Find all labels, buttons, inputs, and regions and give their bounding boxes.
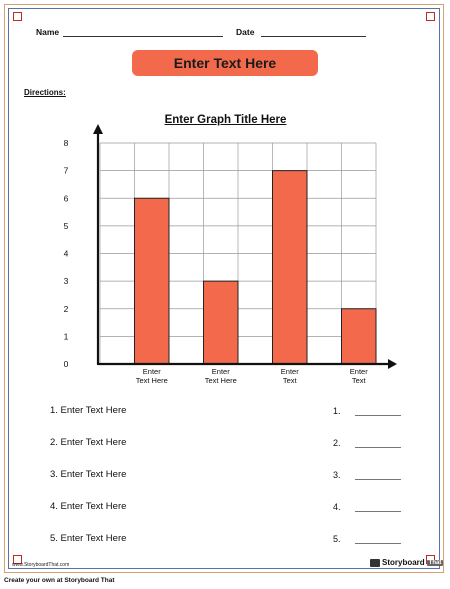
- answer-line[interactable]: [355, 479, 401, 480]
- date-label: Date: [236, 27, 255, 37]
- question-text[interactable]: 4. Enter Text Here: [50, 501, 127, 512]
- y-tick-label: 0: [63, 359, 69, 369]
- question-text[interactable]: 5. Enter Text Here: [50, 533, 127, 544]
- x-tick-label: Text Here: [204, 376, 237, 385]
- site-url: www.StoryboardThat.com: [12, 562, 70, 568]
- chart-bar: [135, 198, 170, 364]
- y-tick-label: 5: [63, 220, 69, 231]
- storyboard-logo: [370, 558, 443, 567]
- question-text[interactable]: 1. Enter Text Here: [50, 405, 127, 416]
- x-tick-label: Enter: [349, 367, 368, 376]
- answer-line[interactable]: [355, 415, 401, 416]
- answer-number: 3.: [333, 470, 341, 480]
- y-tick-label: 2: [63, 303, 69, 314]
- answer-line[interactable]: [355, 447, 401, 448]
- worksheet-title[interactable]: Enter Text Here: [132, 50, 318, 76]
- answer-line[interactable]: [355, 511, 401, 512]
- x-tick-label: Enter: [142, 367, 161, 376]
- footer-text: Create your own at Storyboard That: [4, 577, 115, 584]
- logo-text: Storyboard: [382, 558, 425, 567]
- x-tick-label: Text: [351, 376, 366, 385]
- answer-number: 4.: [333, 502, 341, 512]
- x-tick-label: Enter: [211, 367, 230, 376]
- y-axis-arrow: [93, 124, 103, 134]
- y-tick-label: 8: [63, 138, 69, 148]
- answer-number: 2.: [333, 438, 341, 448]
- x-tick-label: Enter: [280, 367, 299, 376]
- chart-bar: [273, 171, 308, 364]
- directions-label: Directions:: [24, 88, 66, 97]
- x-tick-label: Text: [282, 376, 297, 385]
- answer-number: 5.: [333, 534, 341, 544]
- y-tick-label: 3: [63, 276, 69, 287]
- logo-badge: That: [428, 559, 442, 566]
- name-label: Name: [36, 27, 60, 37]
- question-text[interactable]: 2. Enter Text Here: [50, 437, 127, 448]
- graph-title[interactable]: Enter Graph Title Here: [164, 114, 287, 126]
- x-axis-arrow: [388, 359, 397, 369]
- chart-bar: [342, 309, 377, 364]
- y-tick-label: 1: [63, 331, 69, 342]
- answer-number: 1.: [333, 406, 341, 416]
- y-tick-label: 6: [63, 193, 69, 204]
- answer-line[interactable]: [355, 543, 401, 544]
- y-tick-label: 7: [63, 165, 69, 176]
- question-text[interactable]: 3. Enter Text Here: [50, 469, 127, 480]
- x-tick-label: Text Here: [135, 376, 168, 385]
- storyboard-logo-icon: [370, 559, 380, 567]
- y-tick-label: 4: [63, 248, 69, 259]
- chart-bar: [204, 281, 239, 364]
